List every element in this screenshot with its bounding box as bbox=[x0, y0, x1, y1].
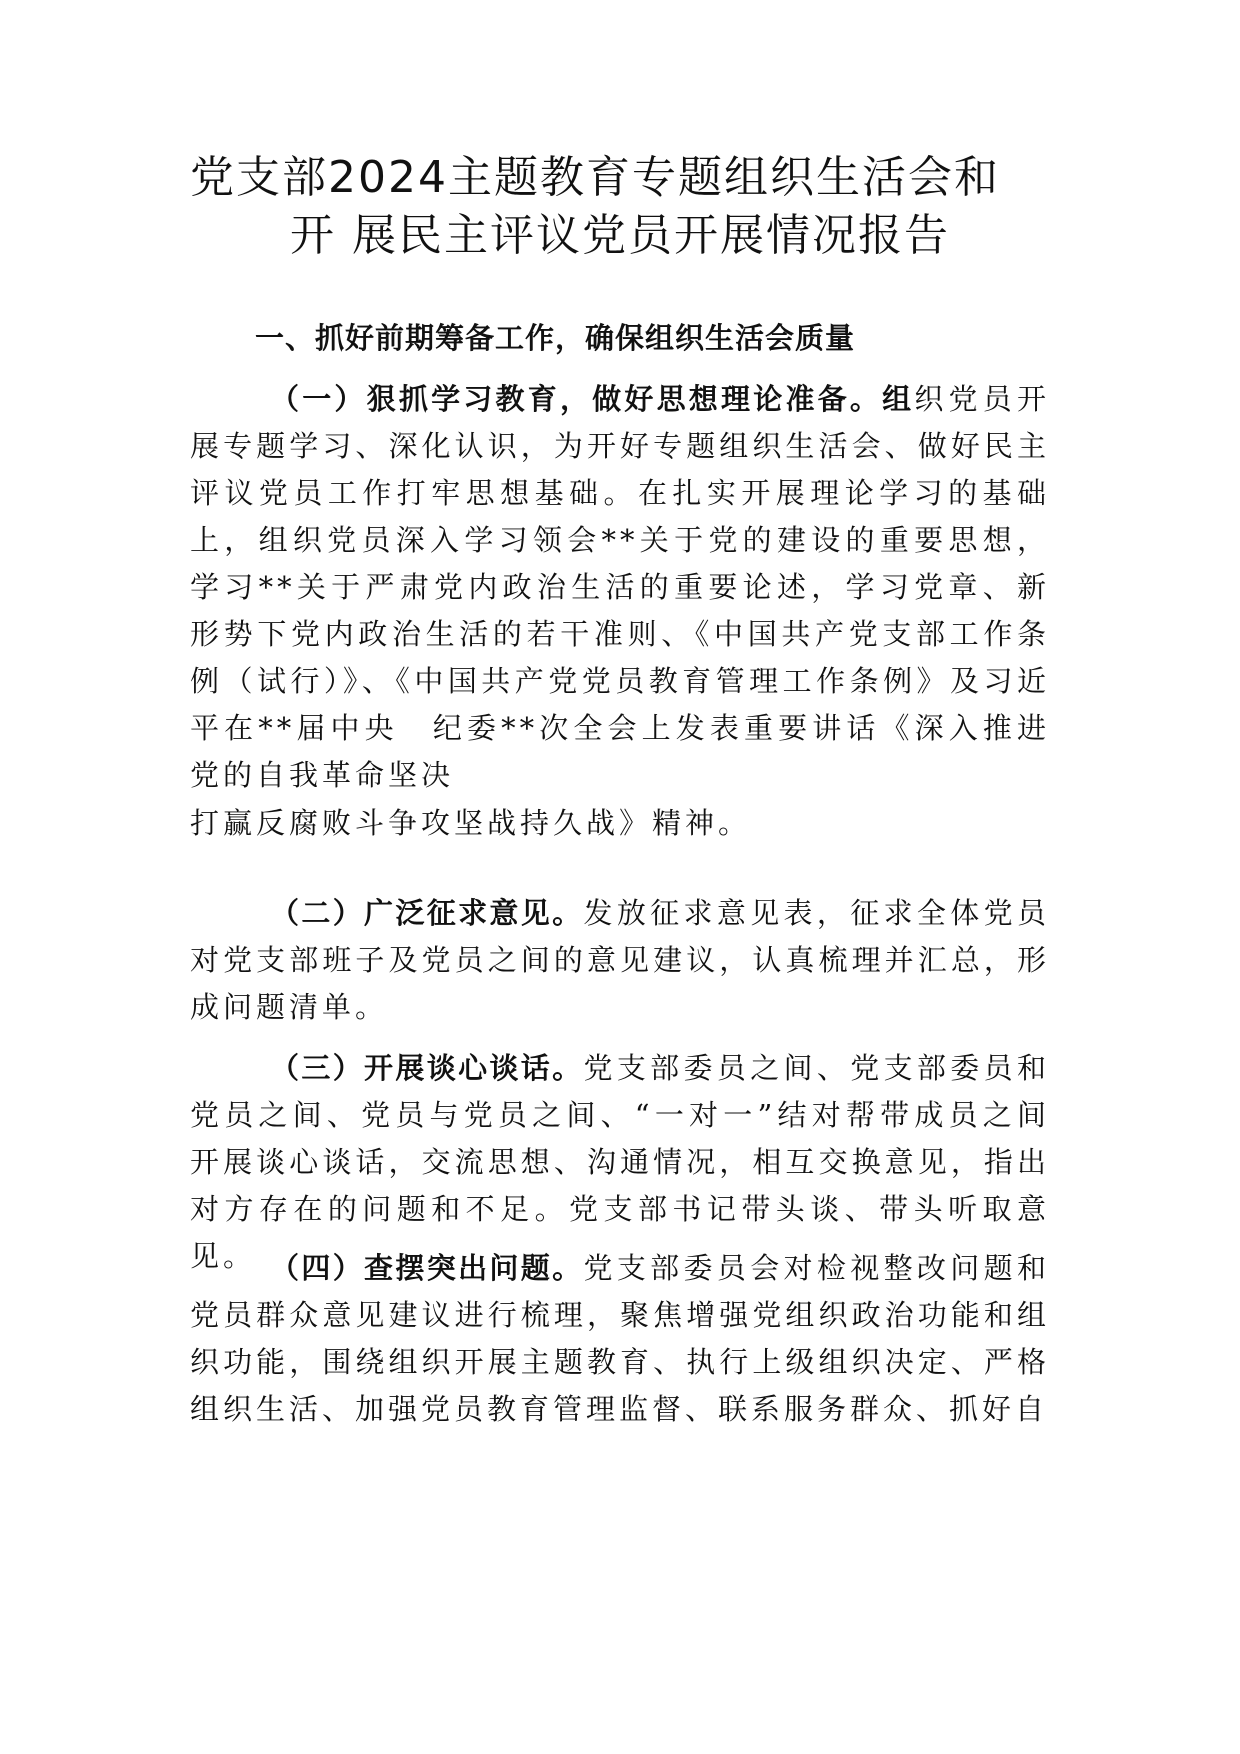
paragraph-1-continuation: 打赢反腐败斗争攻坚战持久战》精神。 bbox=[190, 806, 752, 840]
paragraph-3-text: 党支部委员之间、党支部委员和党员之间、党员与党员之间、“一对一”结对帮带成员之间开展谈心谈话，交流思想、沟通情况，相互交换意见，指出对方存在的问题和不足。党支部书记带头谈、带头听取意见。 bbox=[190, 1051, 1050, 1273]
paragraph-4-text: 党支部委员会对检视整改问题和党员群众意见建议进行梳理，聚焦增强党组织政治功能和组织功能，围绕组织开展主题教育、执行上级组织决定、严格组织生活、加强党员教育管理监督、联系服务群众、抓好自 bbox=[190, 1251, 1050, 1426]
paragraph-2-text: 发放征求意见表，征求全体党员对党支部班子及党员之间的意见建议，认真梳理并汇总，形成问题清单。 bbox=[190, 896, 1050, 1024]
paragraph-2 bbox=[190, 890, 1050, 1031]
paragraph-4 bbox=[190, 1245, 1050, 1433]
paragraph-3-lead: （三）开展谈心谈话。 bbox=[270, 1051, 584, 1085]
paragraph-1 bbox=[190, 376, 1050, 799]
paragraph-1-text: 织党员开展专题学习、深化认识，为开好专题组织生活会、做好民主评议党员工作打牢思想基础。在扎实开展理论学习的基础上，组织党员深入学习领会**关于党的建设的重要思想，学习**关于严肃党内政治生活的重要论述，学习党章、新形势下党内政治生活的若干准则、《中国共产党支部工作条例（试行）》、《中国共产党党员教育管理工作条例》及习近平在**届中央 纪委**次全会上发表重要讲话《深入推进党的自我革命坚决 bbox=[190, 382, 1050, 792]
section-heading-1: 一、抓好前期筹备工作，确保组织生活会质量 bbox=[255, 321, 856, 355]
document-title-line-2: 开 展民主评议党员开展情况报告 bbox=[290, 210, 950, 261]
paragraph-4-lead: （四）查摆突出问题。 bbox=[270, 1251, 584, 1285]
paragraph-1-lead: （一）狠抓学习教育，做好思想理论准备。组 bbox=[270, 382, 915, 416]
document-title-line-1: 党支部2024主题教育专题组织生活会和 bbox=[190, 152, 1000, 203]
paragraph-2-lead: （二）广泛征求意见。 bbox=[270, 896, 584, 930]
